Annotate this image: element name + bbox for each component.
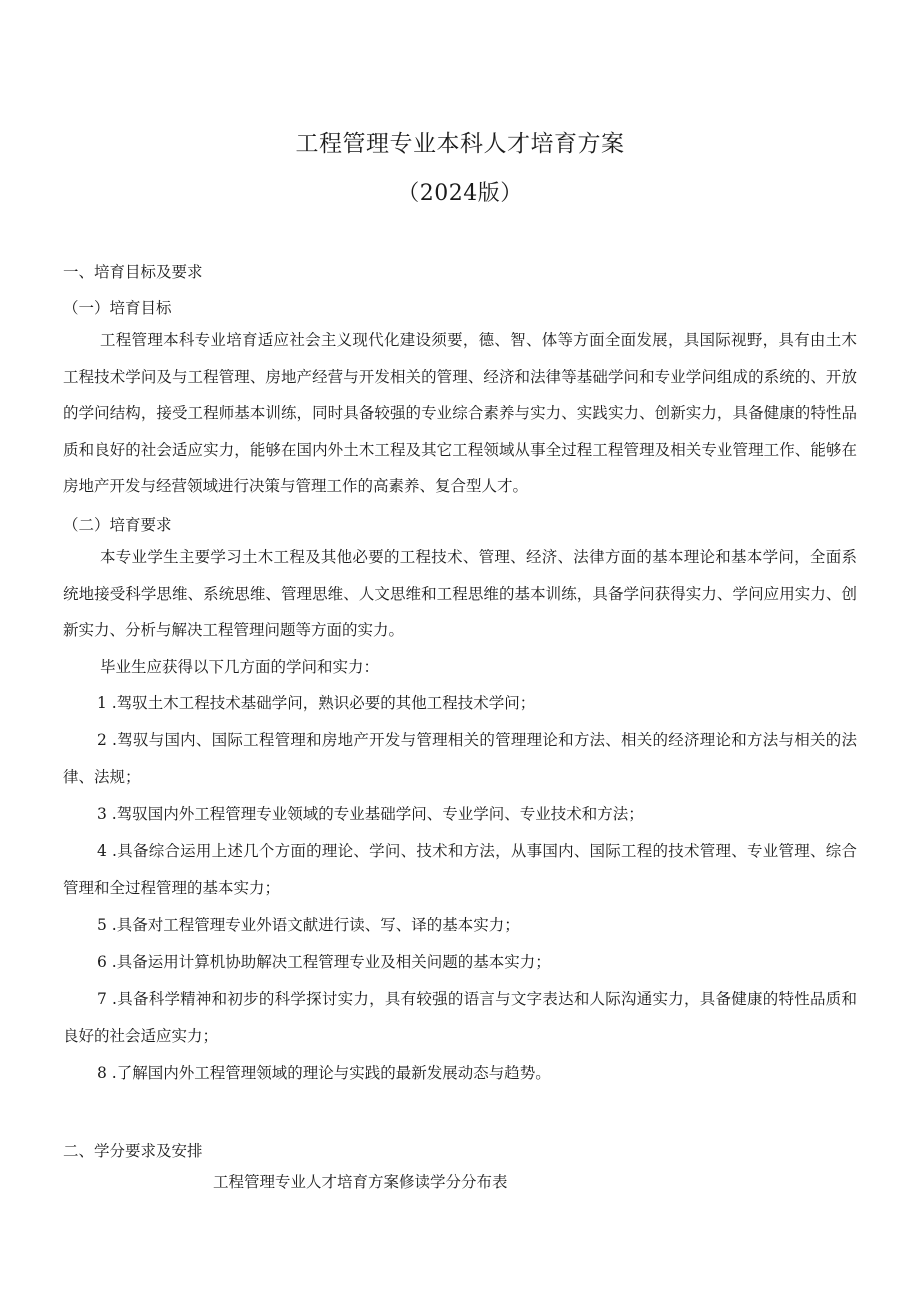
requirement-item-6: 6 .具备运用计算机协助解决工程管理专业及相关问题的基本实力； xyxy=(97,953,551,971)
graduate-abilities-intro: 毕业生应获得以下几方面的学问和实力： xyxy=(100,658,380,676)
requirement-item-1: 1 .驾驭土木工程技术基础学问，熟识必要的其他工程技术学问； xyxy=(97,694,536,712)
requirement-item-7: 7 .具备科学精神和初步的科学探讨实力，具有较强的语言与文字表达和人际沟通实力，具备健康的特性品质和良好的社会适应实力； xyxy=(63,990,857,1045)
requirement-item-5: 5 .具备对工程管理专业外语文献进行读、写、译的基本实力； xyxy=(97,916,520,934)
document-subtitle: （2024版） xyxy=(397,181,523,206)
requirement-item-2: 2 .驾驭与国内、国际工程管理和房地产开发与管理相关的管理理论和方法、相关的经济理论和方法与相关的法律、法规； xyxy=(63,731,857,786)
document-title: 工程管理专业本科人才培育方案 xyxy=(295,131,625,157)
section1-heading: 一、培育目标及要求 xyxy=(63,263,203,281)
training-requirements-paragraph: 本专业学生主要学习土木工程及其他必要的工程技术、管理、经济、法律方面的基本理论和基本学问，全面系统地接受科学思维、系统思维、管理思维、人文思维和工程思维的基本训练，具备学问获得实力、学问应用实力、创新实力、分析与解决工程管理问题等方面的实力。 xyxy=(63,548,857,639)
section2-heading: 二、学分要求及安排 xyxy=(63,1142,203,1160)
subsection1-heading: （一）培育目标 xyxy=(63,299,172,317)
subsection2-heading: （二）培育要求 xyxy=(63,516,172,534)
requirement-item-8: 8 .了解国内外工程管理领域的理论与实践的最新发展动态与趋势。 xyxy=(97,1064,551,1082)
requirement-item-4: 4 .具备综合运用上述几个方面的理论、学问、技术和方法，从事国内、国际工程的技术管理、专业管理、综合管理和全过程管理的基本实力； xyxy=(63,842,857,897)
table-caption: 工程管理专业人才培育方案修读学分分布表 xyxy=(213,1173,508,1191)
requirement-item-3: 3 .驾驭国内外工程管理专业领域的专业基础学问、专业学问、专业技术和方法； xyxy=(97,805,644,823)
training-goal-paragraph: 工程管理本科专业培育适应社会主义现代化建设须要，德、智、体等方面全面发展，具国际视野，具有由土木工程技术学问及与工程管理、房地产经营与开发相关的管理、经济和法律等基础学问和专业学问组成的系统的、开放的学问结构，接受工程师基本训练，同时具备较强的专业综合素养与实力、实践实力、创新实力，具备健康的特性品质和良好的社会适应实力，能够在国内外土木工程及其它工程领域从事全过程工程管理及相关专业管理工作、能够在房地产开发与经营领域进行决策与管理工作的高素养、复合型人才。 xyxy=(63,331,857,495)
